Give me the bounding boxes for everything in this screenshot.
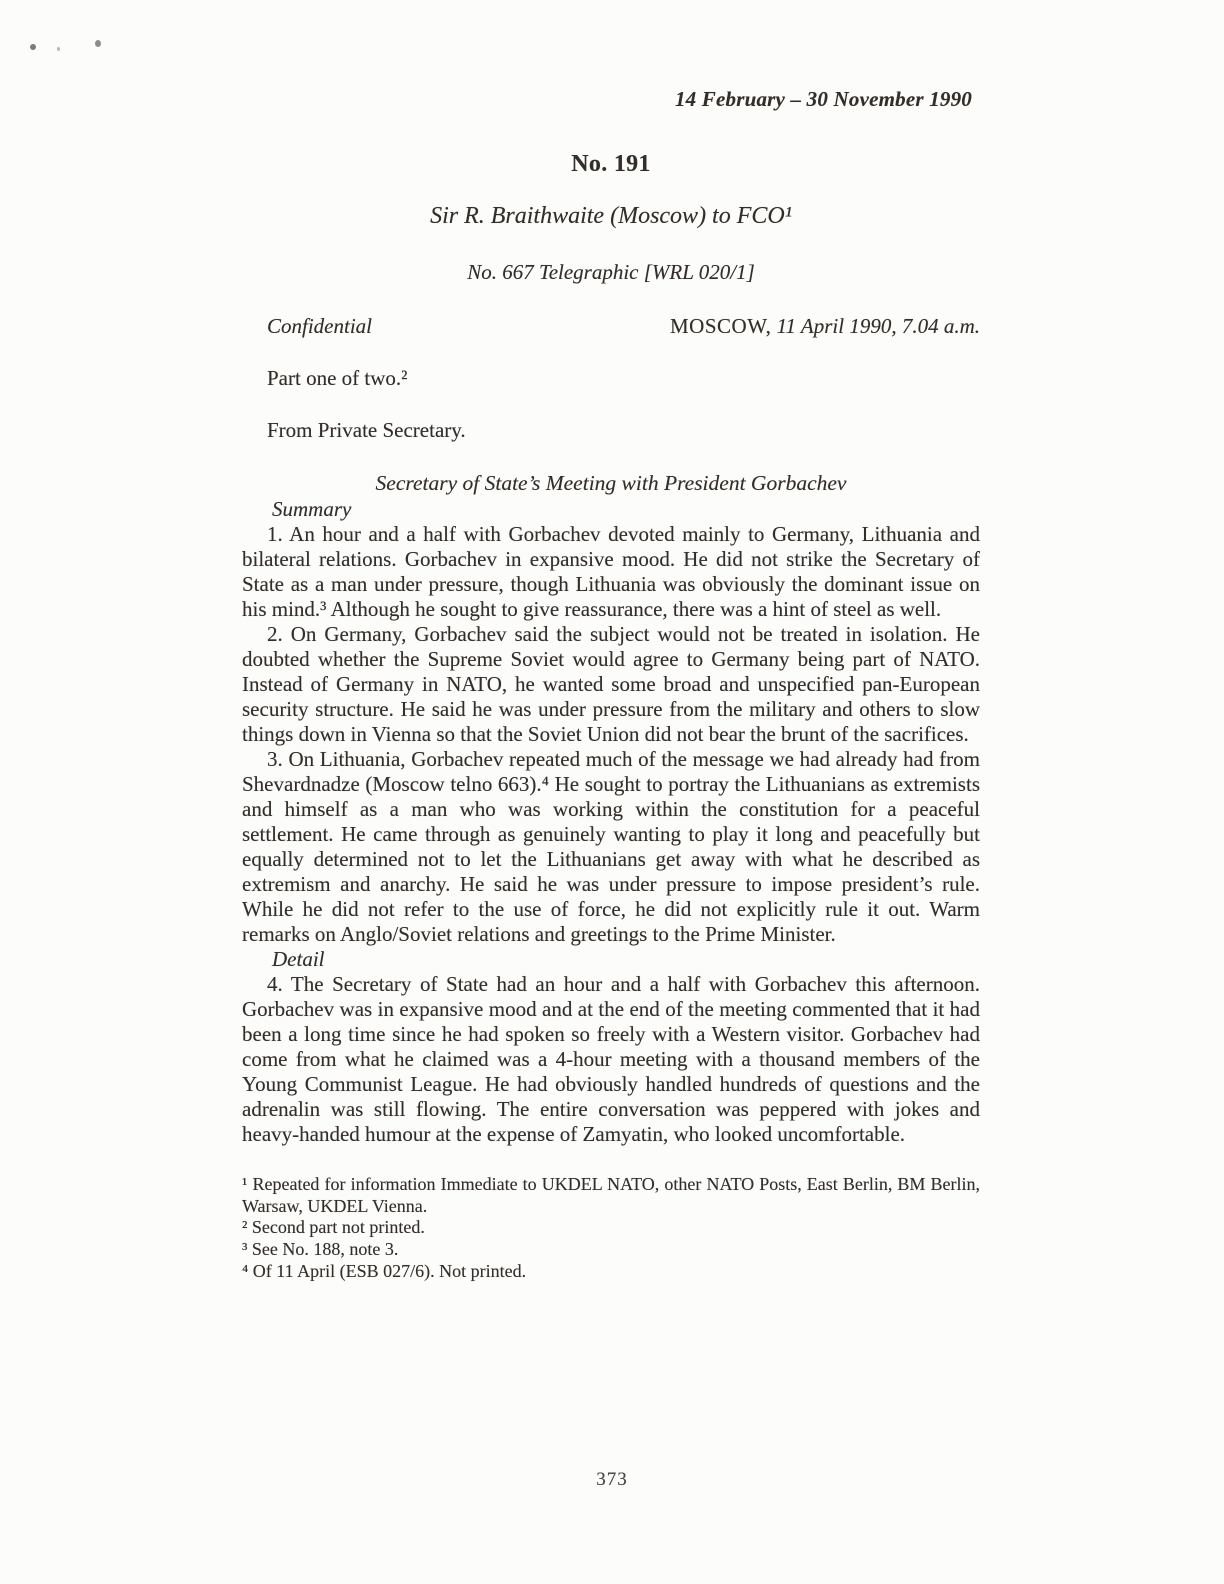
scan-speckle [95,40,101,47]
document-title: Sir R. Braithwaite (Moscow) to FCO¹ [430,203,792,229]
dateline-place: MOSCOW, [670,314,772,338]
summary-paragraph-1: 1. An hour and a half with Gorbachev devoted mainly to Germany, Lithuania and bilateral relations. Gorbachev in expansive mood. He did not strike the Secretary of State as a man under pressure, though Lithuania was obviously the dominant issue on his mind.³ Although he sought to give reassurance, there was a hint of steel as well. [242,522,980,621]
footnote-3: ³ See No. 188, note 3. [242,1239,399,1260]
document-number-heading: No. 191 [571,151,651,177]
footnote-2: ² Second part not printed. [242,1217,425,1238]
document-body [242,469,980,1283]
summary-paragraph-2: 2. On Germany, Gorbachev said the subject would not be treated in isolation. He doubted whether the Supreme Soviet would agree to Germany being part of NATO. Instead of Germany in NATO, he wanted some broad and unspecified pan-European security structure. He said he was under pressure from the military and others to slow things down in Vienna so that the Soviet Union did not bear the brunt of the sacrifices. [242,622,980,746]
summary-paragraph-3: 3. On Lithuania, Gorbachev repeated much of the message we had already had from Shevardnadze (Moscow telno 663).⁴ He sought to portray the Lithuanians as extremists and himself as a man who was working within the constitution for a peaceful settlement. He came through as genuinely wanting to play it long and peacefully but equally determined not to let the Lithuanians get away with what he described as extremism and anarchy. He said he was under pressure to impose president’s rule. While he did not refer to the use of force, he did not explicitly rule it out. Warm remarks on Anglo/Soviet relations and greetings to the Prime Minister. [242,747,980,946]
detail-section-label: Detail [272,947,325,971]
part-note: Part one of two.² [267,366,408,390]
subject-heading: Secretary of State’s Meeting with President Gorbachev [375,471,847,495]
dateline-datetime: 11 April 1990, 7.04 a.m. [771,314,980,338]
scan-speckle [30,44,36,50]
from-line: From Private Secretary. [267,418,466,442]
summary-section-label: Summary [272,497,352,521]
detail-paragraph-4: 4. The Secretary of State had an hour and a half with Gorbachev this afternoon. Gorbachev was in expansive mood and at the end of the meeting commented that it had been a long time since he had spoken so freely with a Western visitor. Gorbachev had come from what he claimed was a 4-hour meeting with a thousand members of the Young Communist League. He had obviously handled hundreds of questions and the adrenalin was still flowing. The entire conversation was peppered with jokes and heavy-handed humour at the expense of Zamyatin, who looked uncomfortable. [242,972,980,1146]
document-reference-line: No. 667 Telegraphic [WRL 020/1] [467,260,755,284]
dateline [670,314,980,339]
dateline-row [242,314,980,339]
scan-speckle [57,47,60,51]
page-number: 373 [596,1469,628,1490]
running-header: 14 February – 30 November 1990 [674,87,972,111]
footnote-4: ⁴ Of 11 April (ESB 027/6). Not printed. [242,1260,527,1281]
classification-label: Confidential [267,314,372,338]
footnote-1: ¹ Repeated for information Immediate to UKDEL NATO, other NATO Posts, East Berlin, BM Berlin, Warsaw, UKDEL Vienna. [242,1174,980,1216]
footnotes-block [242,1174,980,1283]
